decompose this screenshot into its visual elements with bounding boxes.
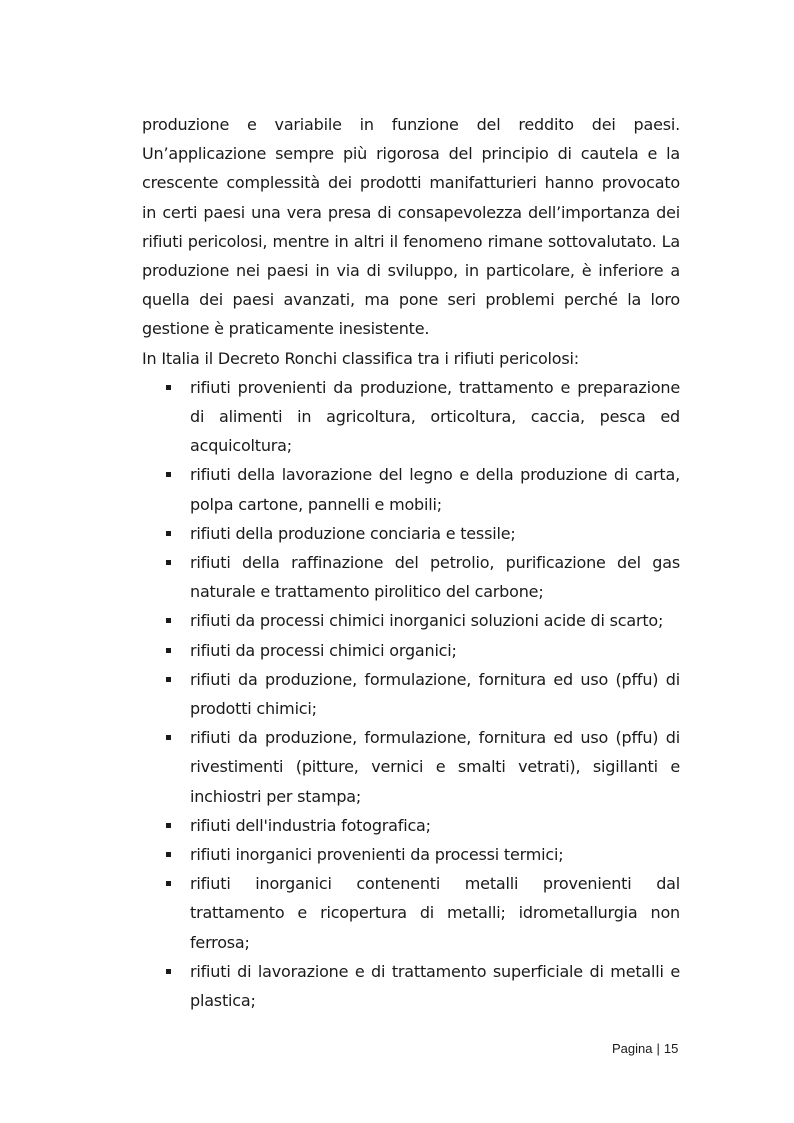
list-item-text: rifiuti da produzione, formulazione, fornitura ed uso (pffu) di prodotti chimici; xyxy=(190,669,680,719)
page-label: Pagina xyxy=(612,1041,653,1056)
list-item xyxy=(142,840,680,869)
list-item-text: rifiuti provenienti da produzione, trattamento e preparazione di alimenti in agricoltura, orticoltura, caccia, pesca ed acquicoltura; xyxy=(190,377,680,456)
square-bullet-icon xyxy=(166,560,171,565)
list-item xyxy=(142,548,680,606)
list-item xyxy=(142,373,680,461)
page-body xyxy=(142,110,680,1015)
square-bullet-icon xyxy=(166,735,171,740)
square-bullet-icon xyxy=(166,852,171,857)
list-item-text: rifiuti dell'industria fotografica; xyxy=(190,815,431,835)
list-item-text: rifiuti della lavorazione del legno e della produzione di carta, polpa cartone, pannelli e mobili; xyxy=(190,465,680,514)
square-bullet-icon xyxy=(166,881,171,886)
list-item-text: rifiuti inorganici provenienti da processi termici; xyxy=(190,845,564,865)
square-bullet-icon xyxy=(166,823,171,828)
page-footer xyxy=(612,1041,678,1056)
hazardous-waste-list xyxy=(142,373,680,1015)
list-item xyxy=(142,665,680,723)
square-bullet-icon xyxy=(166,969,171,974)
list-item xyxy=(142,811,680,840)
square-bullet-icon xyxy=(166,531,171,536)
square-bullet-icon xyxy=(166,472,171,477)
list-item xyxy=(142,723,680,811)
square-bullet-icon xyxy=(166,648,171,653)
square-bullet-icon xyxy=(166,385,171,390)
list-item xyxy=(142,606,680,635)
list-item-text: rifiuti della produzione conciaria e tessile; xyxy=(190,523,516,543)
list-item-text: rifiuti della raffinazione del petrolio, purificazione del gas naturale e trattamento pirolitico del carbone; xyxy=(190,553,680,602)
list-item xyxy=(142,460,680,518)
list-item-text: rifiuti da processi chimici inorganici soluzioni acide di scarto; xyxy=(190,611,664,631)
page-number: 15 xyxy=(663,1041,679,1056)
footer-separator: | xyxy=(656,1041,660,1056)
list-intro: In Italia il Decreto Ronchi classifica tra i rifiuti pericolosi: xyxy=(142,348,579,368)
list-item xyxy=(142,519,680,548)
list-item-text: rifiuti da produzione, formulazione, fornitura ed uso (pffu) di rivestimenti (pitture, vernici e smalti vetrati), sigillanti e inchiostri per stampa; xyxy=(190,728,680,806)
list-item-text: rifiuti inorganici contenenti metalli provenienti dal trattamento e ricopertura di metalli; idrometallurgia non ferrosa; xyxy=(190,874,680,952)
list-item-text: rifiuti da processi chimici organici; xyxy=(190,640,457,660)
body-paragraph: produzione e variabile in funzione del reddito dei paesi. Un’applicazione sempre più rigorosa del principio di cautela e la crescente complessità dei prodotti manifatturieri hanno provocato in certi paesi una vera presa di consapevolezza dell’importanza dei rifiuti pericolosi, mentre in altri il fenomeno rimane sottovalutato. La produzione nei paesi in via di sviluppo, in particolare, è inferiore a quella dei paesi avanzati, ma pone seri problemi perché la loro gestione è praticamente inesistente. xyxy=(142,115,680,339)
list-item xyxy=(142,869,680,957)
list-item xyxy=(142,636,680,665)
list-item-text: rifiuti di lavorazione e di trattamento superficiale di metalli e plastica; xyxy=(190,961,680,1011)
list-item xyxy=(142,957,680,1015)
square-bullet-icon xyxy=(166,677,171,682)
square-bullet-icon xyxy=(166,618,171,623)
